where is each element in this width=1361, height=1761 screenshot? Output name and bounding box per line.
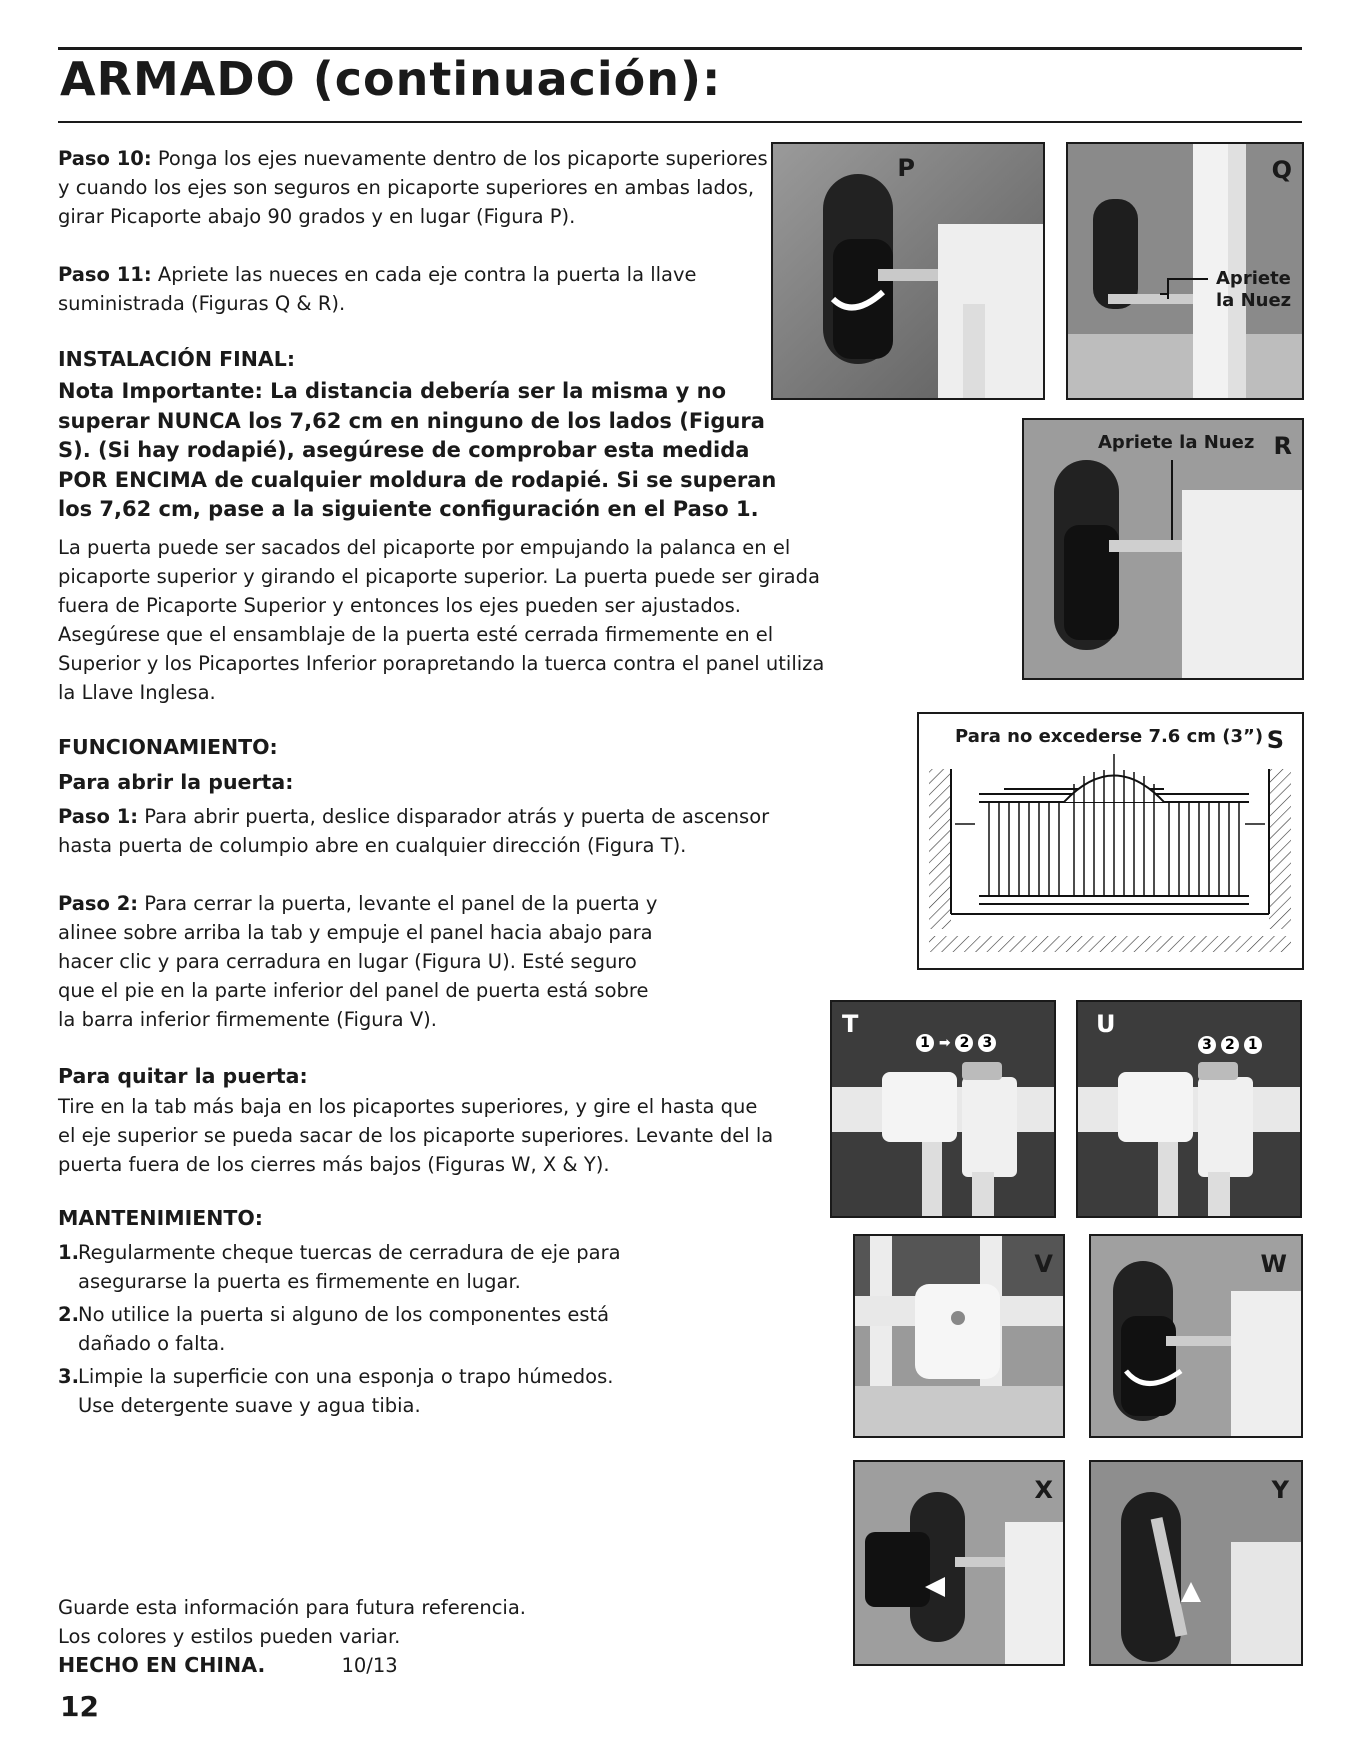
paso-10-text: Ponga los ejes nuevamente dentro de los picaporte superiores y cuando los ejes son seguros en picaporte superiores en ambas lados, girar Picaporte abajo 90 grados y en lugar (Figura P).	[58, 147, 768, 228]
maintenance-item-1	[58, 1238, 628, 1296]
important-note: Nota Importante: La distancia debería ser la misma y no superar NUNCA los 7,62 cm en ninguno de los lados (Figura S). (Si hay rodapié), asegúrese de comprobar esta medida POR ENCIMA de cualquier moldura de rodapié. Si se superan los 7,62 cm, pase a la siguiente configuración en el Paso 1.	[58, 379, 777, 521]
paso-10	[58, 144, 768, 231]
r-callout: Apriete la Nuez	[1098, 432, 1255, 453]
quitar-heading: Para quitar la puerta:	[58, 1064, 308, 1088]
made-in	[58, 1651, 818, 1680]
paso-2	[58, 889, 658, 1034]
figure-x-photo	[855, 1462, 1063, 1664]
figure-w-label: W	[1260, 1250, 1287, 1278]
mantenimiento-heading: MANTENIMIENTO:	[58, 1206, 263, 1230]
item-text: Limpie la superficie con una esponja o trapo húmedos. Use detergente suave y agua tibia.	[78, 1365, 614, 1417]
figure-y-photo	[1091, 1462, 1301, 1664]
figure-u-label: U	[1096, 1010, 1116, 1038]
paso-11-text: Apriete las nueces en cada eje contra la puerta la llave suministrada (Figuras Q & R).	[58, 263, 697, 315]
figure-w	[1089, 1234, 1303, 1438]
figure-x	[853, 1460, 1065, 1666]
paso-11-label: Paso 11:	[58, 263, 152, 286]
q-callout-line2: la Nuez	[1216, 290, 1292, 311]
t-step-badges	[916, 1034, 996, 1052]
top-rule	[58, 47, 1302, 50]
instalacion-heading: INSTALACIÓN FINAL:	[58, 347, 296, 371]
arrow-right-icon: ➡	[938, 1035, 951, 1051]
print-date: 10/13	[341, 1654, 398, 1677]
u-step-1: 1	[1244, 1036, 1262, 1054]
figure-p-label: P	[897, 154, 915, 182]
paso-10-label: Paso 10:	[58, 147, 152, 170]
quitar-text: Tire en la tab más baja en los picaportes superiores, y gire el hasta que el eje superior se pueda sacar de los picaporte superiores. Levante del la puerta fuera de los cierres más bajos (Figuras W, X & Y).	[58, 1095, 774, 1176]
funcionamiento-heading: FUNCIONAMIENTO:	[58, 735, 278, 759]
u-step-badges	[1198, 1036, 1262, 1054]
made-in-china: HECHO EN CHINA.	[58, 1653, 266, 1677]
paso-1	[58, 802, 788, 860]
figure-v-photo	[855, 1236, 1063, 1436]
figure-u	[1076, 1000, 1302, 1218]
item-text: No utilice la puerta si alguno de los componentes está dañado o falta.	[78, 1303, 610, 1355]
t-step-2: 2	[955, 1034, 973, 1052]
figure-r-label: R	[1273, 432, 1292, 460]
figure-y	[1089, 1460, 1303, 1666]
figure-y-label: Y	[1271, 1476, 1289, 1504]
page-number: 12	[60, 1690, 99, 1723]
figure-x-label: X	[1034, 1476, 1053, 1504]
title-underline	[58, 121, 1302, 123]
u-step-2: 2	[1221, 1036, 1239, 1054]
t-step-1: 1	[916, 1034, 934, 1052]
figure-s-label: S	[1266, 726, 1284, 754]
figure-t	[830, 1000, 1056, 1218]
q-callout-line1: Apriete	[1216, 268, 1291, 289]
footer-line-1: Guarde esta información para futura referencia.	[58, 1596, 526, 1619]
q-callout	[1216, 268, 1291, 312]
paso-2-text: Para cerrar la puerta, levante el panel de la puerta y alinee sobre arriba la tab y empuje el panel hacia abajo para hacer clic y para cerradura en lugar (Figura U). Esté seguro que el pie en la parte inferior del panel de puerta está sobre la barra inferior firmemente (Figura V).	[58, 892, 658, 1031]
figure-t-label: T	[842, 1010, 859, 1038]
figure-s-diagram	[919, 714, 1302, 968]
figure-p-photo	[773, 144, 1043, 398]
footer-line-2: Los colores y estilos pueden variar.	[58, 1625, 401, 1648]
figure-v	[853, 1234, 1065, 1438]
figure-p	[771, 142, 1045, 400]
instalacion-body: La puerta puede ser sacados del picaporte por empujando la palanca en el picaporte superior y girando el picaporte superior. La puerta puede ser girada fuera de Picaporte Superior y entonces los ejes pueden ser ajustados. Asegúrese que el ensamblaje de la puerta esté cerrada firmemente en el Superior y los Picaportes Inferior porapretando la tuerca contra el panel utiliza la Llave Inglesa.	[58, 536, 825, 704]
t-step-3: 3	[978, 1034, 996, 1052]
paso-1-label: Paso 1:	[58, 805, 139, 828]
s-callout: Para no excederse 7.6 cm (3”)	[955, 726, 1264, 747]
item-number: 2.	[58, 1303, 79, 1326]
figure-q-label: Q	[1271, 156, 1292, 184]
figure-r	[1022, 418, 1304, 680]
maintenance-item-2	[58, 1300, 628, 1358]
item-text: Regularmente cheque tuercas de cerradura de eje para asegurarse la puerta es firmemente en lugar.	[78, 1241, 621, 1293]
figure-s	[917, 712, 1304, 970]
u-step-3: 3	[1198, 1036, 1216, 1054]
maintenance-item-3	[58, 1362, 628, 1420]
figure-r-photo	[1024, 420, 1302, 678]
mantenimiento-list	[58, 1238, 628, 1420]
abrir-heading: Para abrir la puerta:	[58, 770, 294, 794]
paso-2-label: Paso 2:	[58, 892, 139, 915]
figure-q	[1066, 142, 1304, 400]
figure-v-label: V	[1034, 1250, 1053, 1278]
page-title: ARMADO (continuación):	[60, 52, 722, 106]
paso-11	[58, 260, 708, 318]
paso-1-text: Para abrir puerta, deslice disparador atrás y puerta de ascensor hasta puerta de columpio abre en cualquier dirección (Figura T).	[58, 805, 770, 857]
item-number: 1.	[58, 1241, 79, 1264]
item-number: 3.	[58, 1365, 79, 1388]
